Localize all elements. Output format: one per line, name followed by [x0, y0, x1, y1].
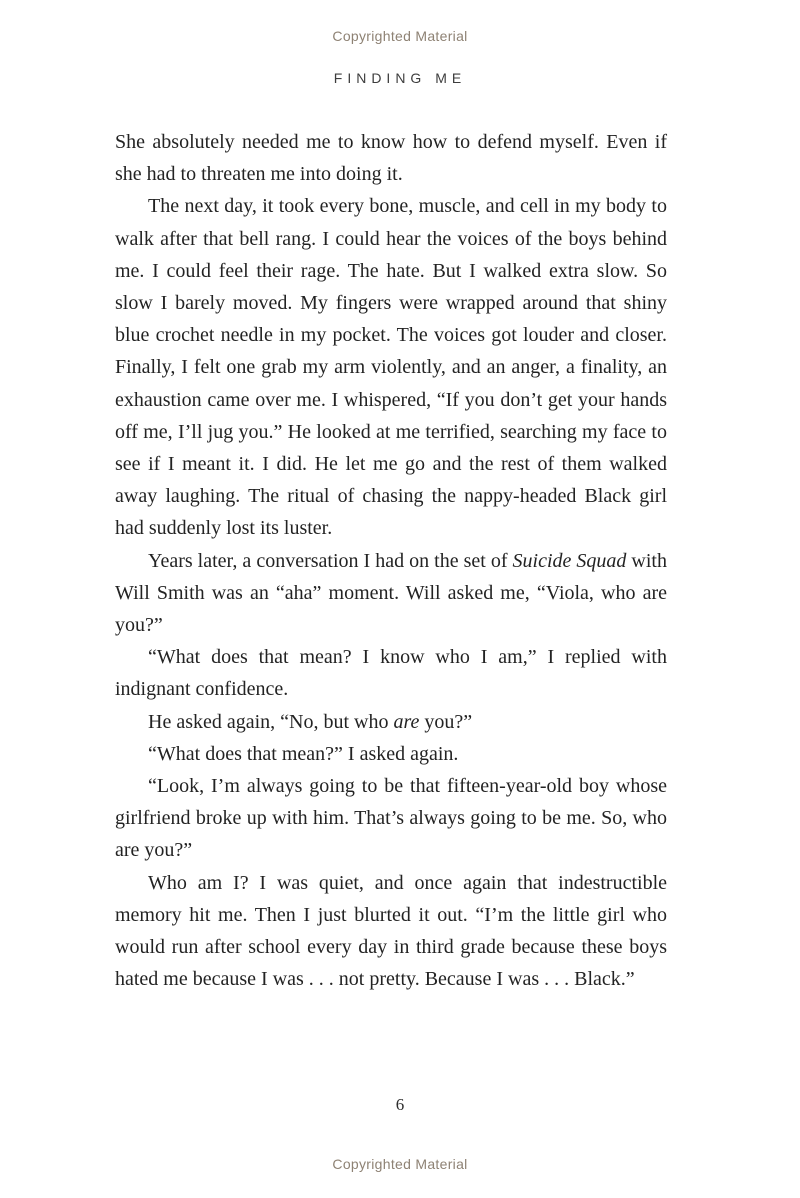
paragraph [115, 641, 667, 705]
text-segment: He asked again, “No, but who [148, 710, 394, 733]
paragraph [115, 867, 667, 996]
copyright-notice-top: Copyrighted Material [332, 28, 468, 44]
paragraph [115, 126, 667, 190]
text-segment: “Look, I’m always going to be that fifteen-year-old boy whose girlfriend broke up with him. That’s always going to be me. So, who are you?” [115, 775, 667, 862]
italic-text-segment: Suicide Squad [512, 549, 627, 572]
text-segment: Who am I? I was quiet, and once again that indestructible memory hit me. Then I just blurted it out. “I’m the little girl who would run after school every day in third grade because these boys hated me because I was . . . not pretty. Because I was . . . Black.” [115, 871, 667, 991]
text-segment: you?” [419, 710, 473, 733]
text-segment: “What does that mean? I know who I am,” I replied with indignant confidence. [115, 646, 667, 701]
text-segment: with Will Smith was an “aha” moment. Will asked me, “Viola, who are you?” [115, 549, 667, 637]
text-segment: Years later, a conversation I had on the set of [148, 549, 513, 572]
page-number: 6 [395, 1095, 405, 1114]
paragraph [115, 738, 667, 770]
body-text [115, 126, 667, 995]
copyright-notice-bottom: Copyrighted Material [332, 1156, 468, 1172]
text-segment: She absolutely needed me to know how to defend myself. Even if she had to threaten me into doing it. [115, 131, 667, 186]
italic-text-segment: are [393, 710, 420, 733]
text-segment: “What does that mean?” I asked again. [148, 742, 459, 765]
paragraph [115, 770, 667, 867]
paragraph [115, 706, 667, 738]
running-head-title: FINDING ME [333, 70, 467, 86]
text-segment: The next day, it took every bone, muscle, and cell in my body to walk after that bell rang. I could hear the voices of the boys behind me. I could feel their rage. The hate. But I walked extra slow. So slow I barely moved. My fingers were wrapped around that shiny blue crochet needle in my pocket. The voices got louder and closer. Finally, I felt one grab my arm violently, and an anger, a finality, an exhaustion came over me. I whispered, “If you don’t get your hands off me, I’ll jug you.” He looked at me terrified, searching my face to see if I meant it. I did. He let me go and the rest of them walked away laughing. The ritual of chasing the nappy-headed Black girl had suddenly lost its luster. [115, 195, 667, 540]
paragraph [115, 545, 667, 642]
paragraph [115, 190, 667, 544]
